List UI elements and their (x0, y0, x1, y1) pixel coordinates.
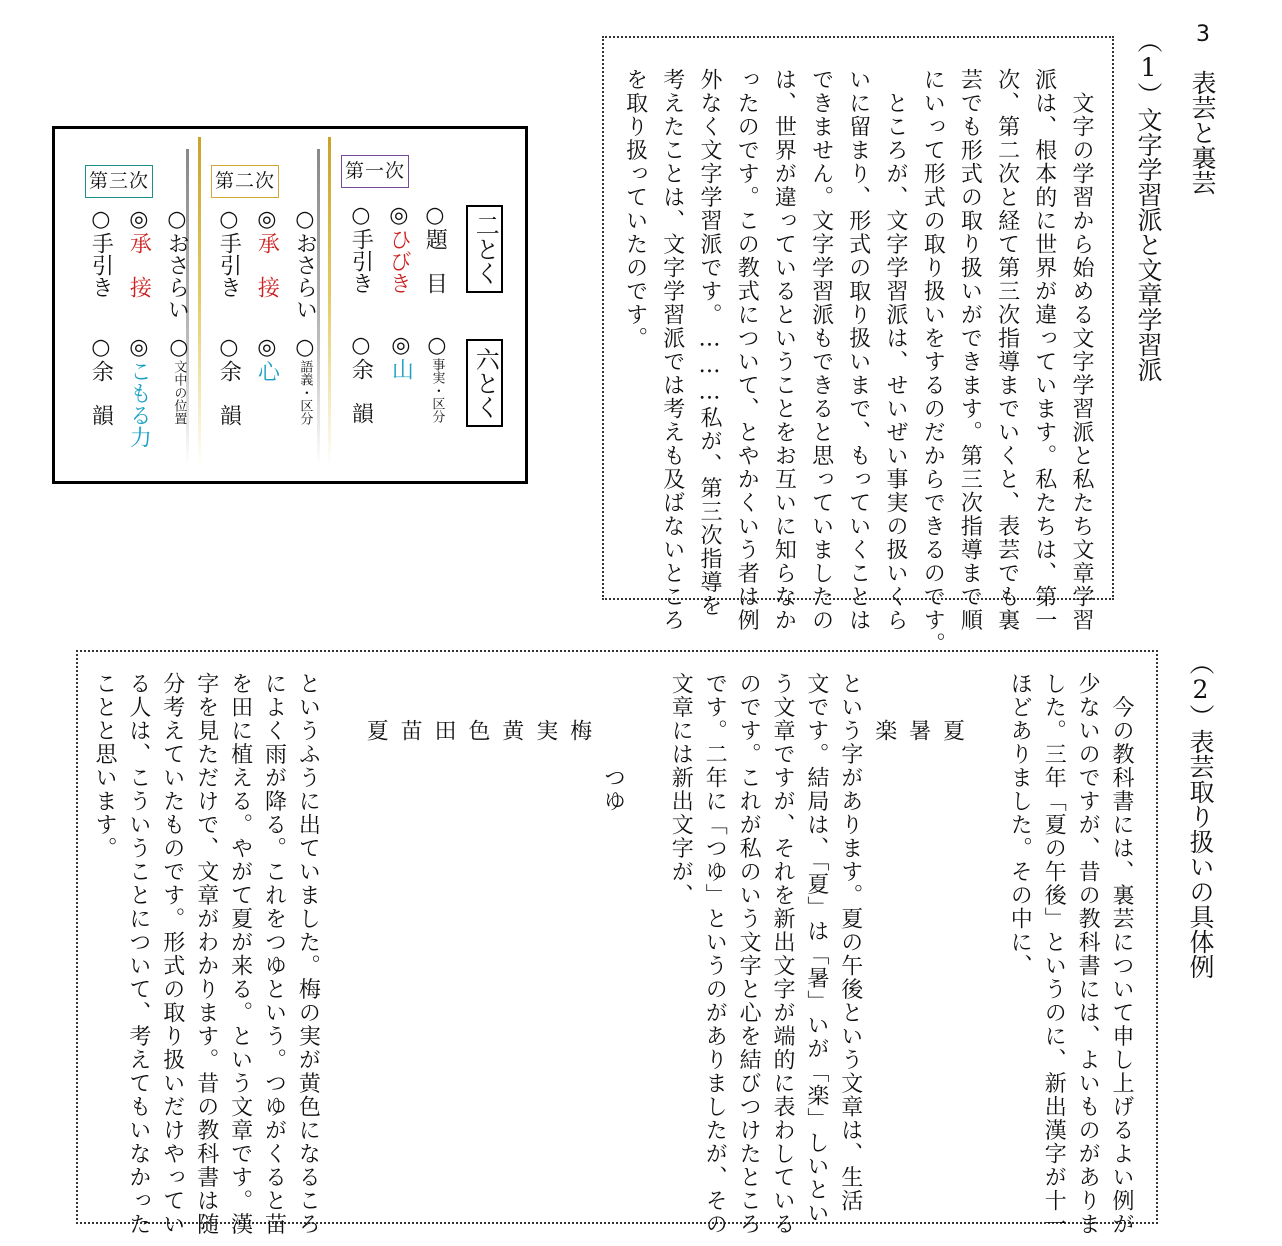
section2-line: 今の教科書には、裏芸について申し上げるよい例が (1109, 672, 1134, 1236)
section2-line: 黄 (498, 672, 524, 743)
section2-line: という字があります。夏の午後という文章は、生活 (837, 672, 863, 1213)
page-number: 3 (1196, 22, 1210, 47)
section2-line: 夏 (363, 672, 389, 743)
stage-first-label: 第一次 (341, 155, 409, 188)
summary-diagram (52, 126, 528, 484)
tag-roku-toku: 六とく (466, 339, 503, 427)
circle-icon: ○ (292, 207, 318, 232)
section2-heading: （2）表芸取り扱いの具体例 (1186, 650, 1215, 979)
section2-line: 少ないのですが、昔の教科書には、よいものがありま (1075, 672, 1101, 1236)
divider-gold (198, 137, 201, 467)
section2-line: を田に植える。やがて夏が来る。という文章です。漢 (227, 672, 253, 1236)
section1-heading: （1）文字学習派と文章学習派 (1134, 28, 1163, 382)
stage-third-label: 第三次 (85, 165, 153, 198)
circle-icon: ○ (422, 203, 448, 228)
stage3-row3b: ○余 韻 (88, 335, 114, 426)
section1-line: 外なく文字学習派です。………私が、第三次指導を (697, 68, 722, 618)
section1-line: ところが、文字学習派は、せいぜい事実の扱いくら (883, 68, 908, 632)
section1-line: 派は、根本的に世界が違っています。私たちは、第一 (1031, 68, 1057, 632)
stage1-row1: ○題 目 (422, 203, 448, 294)
section2-line: した。三年「夏の午後」というのに、新出漢字が十一 (1041, 672, 1067, 1236)
divider-silver (317, 149, 320, 465)
stage2-row1b: ○語義・区分 (292, 335, 318, 425)
circle-icon: ○ (88, 207, 114, 232)
section2-line: のです。これが私のいう文字と心を結びつけたところ (736, 672, 762, 1236)
section1-line: いに留まり、形式の取り扱いまで、もっていくことは (845, 68, 871, 632)
section2-line: 分考えていたものです。形式の取り扱いだけやってい (159, 672, 185, 1236)
section2-line: 文章には新出文字が、 (668, 672, 694, 907)
section2-line: によく雨が降る。これをつゆという。つゆがくると苗 (261, 672, 287, 1236)
stage2-row3b: ○余 韻 (216, 335, 242, 426)
double-circle-icon: ◎ (386, 203, 412, 228)
stage3-row3: ○手引き (88, 207, 114, 298)
circle-icon: ○ (348, 203, 374, 228)
double-circle-icon: ◎ (126, 207, 152, 232)
stage3-row2: ◎承 接 (126, 207, 152, 298)
section2-line: 文です。結局は、「夏」は「暑」いが「楽」しいとい (803, 672, 829, 1225)
stage3-row1: ○おさらい (164, 207, 190, 320)
section2-line: つゆ (600, 672, 626, 813)
stage1-row3: ○手引き (348, 203, 374, 294)
section2-line: 梅 (566, 672, 592, 743)
stage1-row1b: ○事実・区分 (424, 333, 450, 423)
section2-line: 楽 (871, 672, 897, 743)
section1-line: できません。文字学習派もできると思っていましたの (808, 68, 834, 632)
double-circle-icon: ◎ (126, 335, 152, 360)
stage1-row2b: ◎山 (388, 333, 414, 380)
stage3-row1b: ○文中の位置 (166, 335, 192, 425)
section1-line: 文字の学習から始める文字学習派と私たち文章学習 (1069, 68, 1094, 632)
section2-line: る人は、こういうことについて、考えてもいなかった (125, 672, 151, 1236)
stage2-row3: ○手引き (216, 207, 242, 298)
section2-line: 田 (431, 672, 456, 743)
section2-line: 色 (464, 672, 490, 743)
section1-line: 次、第二次と経て第三次指導までいくと、表芸でも裏 (994, 68, 1020, 632)
section2-line: というふうに出ていました。梅の実が黄色になるころ (295, 672, 321, 1236)
section1-line: ったのです。この教式について、とやかくいう者は例 (734, 68, 760, 632)
section2-line: 暑 (905, 672, 931, 743)
section2-line: ほどありました。その中に、 (1007, 672, 1033, 978)
tag-ni-toku: 二とく (466, 205, 503, 293)
double-circle-icon: ◎ (254, 207, 280, 232)
section1-line: 考えたことは、文字学習派では考えも及ばないところ (659, 68, 685, 632)
section1-line: を取り扱っていたのです。 (622, 68, 648, 350)
section2-line: ことと思います。 (92, 672, 117, 860)
double-circle-icon: ◎ (254, 335, 280, 360)
section2-line: 夏 (939, 672, 965, 743)
circle-icon: ○ (164, 207, 190, 232)
section2-line: う文章ですが、それを新出文字が端的に表わしている (770, 672, 795, 1236)
circle-icon: ○ (292, 335, 318, 360)
double-circle-icon: ◎ (388, 333, 414, 358)
main-heading: 表芸と裏芸 (1188, 70, 1217, 195)
stage2-row1: ○おさらい (292, 207, 318, 320)
stage-second-label: 第二次 (211, 165, 279, 198)
stage1-row2: ◎ひびき (386, 203, 412, 294)
section1-line: は、世界が違っているということをお互いに知らなか (771, 68, 797, 632)
divider-gold (328, 137, 331, 467)
circle-icon: ○ (216, 335, 242, 360)
section1-line: 芸でも形式の取り扱いができます。第三次指導まで順 (957, 68, 983, 632)
stage1-row3b: ○余 韻 (348, 333, 374, 424)
stage3-row2b: ◎こもる力 (126, 335, 152, 448)
stage2-row2b: ◎心 (254, 335, 280, 382)
circle-icon: ○ (88, 335, 114, 360)
section1-line: にいって形式の取り扱いをするのだからできるのです。 (920, 68, 946, 656)
section2-line: 苗 (397, 672, 423, 743)
section2-line: 字を見ただけで、文章がわかります。昔の教科書は随 (193, 672, 219, 1236)
circle-icon: ○ (216, 207, 242, 232)
circle-icon: ○ (166, 335, 192, 360)
circle-icon: ○ (424, 333, 450, 358)
circle-icon: ○ (348, 333, 374, 358)
section2-line: 実 (532, 672, 558, 743)
section2-line: です。二年に「つゆ」というのがありましたが、その (702, 672, 728, 1236)
stage2-row2: ◎承 接 (254, 207, 280, 298)
